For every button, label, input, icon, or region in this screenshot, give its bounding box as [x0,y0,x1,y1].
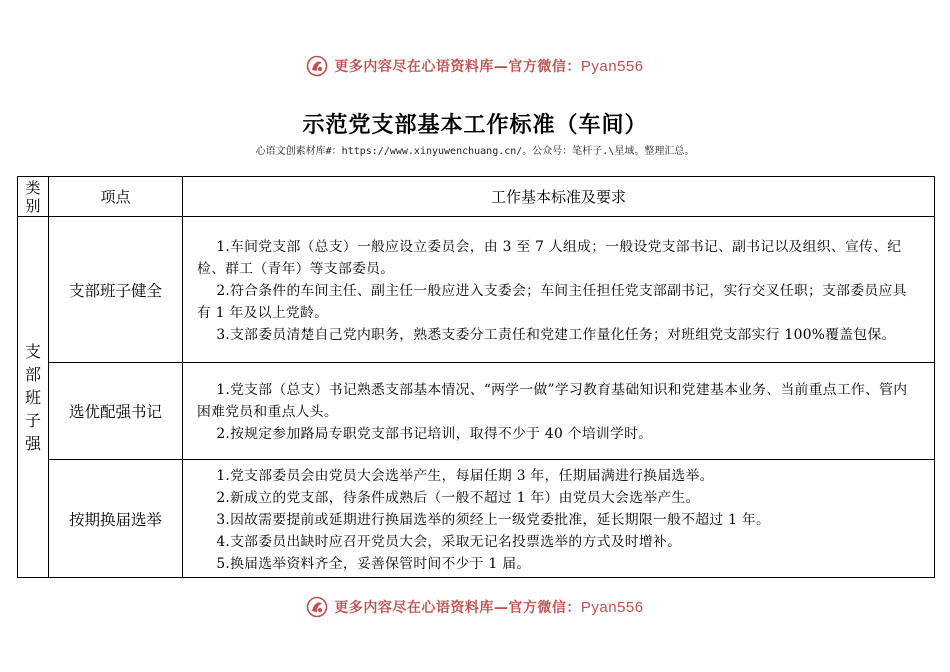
header-category [18,177,49,217]
header-category-label: 类 别 [25,178,41,215]
requirement-line: 5.换届选举资料齐全，妥善保管时间不少于 1 届。 [216,555,531,572]
requirement-line: 3.因故需要提前或延期进行换届选举的须经上一级党委批准，延长期限一般不超过 1 年。 [216,511,771,528]
requirement-line: 2.新成立的党支部，待条件成熟后（一般不超过 1 年）由党员大会选举产生。 [216,489,700,506]
document-title: 示范党支部基本工作标准（车间） [302,112,648,138]
requirement-line: 1.党支部（总支）书记熟悉支部基本情况、“两学一做”学习教育基础知识和党建基本业务、当前重点工作、管内困难党员和重点人头。 [197,382,908,420]
requirement-line: 3.支部委员清楚自己党内职务，熟悉支委分工责任和党建工作量化任务；对班组党支部实行 100%覆盖包保。 [216,326,896,343]
top-banner [0,53,950,79]
requirement-line: 2.按规定参加路局专职党支部书记培训，取得不少于 40 个培训学时。 [216,426,653,442]
brand-logo-icon [306,596,328,618]
item-cell: 支部班子健全 [49,217,183,363]
item-cell: 选优配强书记 [49,363,183,460]
item-cell: 按期换届选举 [49,460,183,578]
requirement-line: 1.党支部委员会由党员大会选举产生，每届任期 3 年，任期届满进行换届选举。 [216,467,714,484]
brand-logo-icon [306,55,328,77]
requirement-line: 1.车间党支部（总支）一般应设立委员会，由 3 至 7 人组成；一般设党支部书记、副书记以及组织、宣传、纪检、群工（青年）等支部委员。 [197,238,902,277]
bottom-banner [0,594,950,620]
table-row [18,217,935,363]
category-label: 支 部 班 子 强 [24,341,41,453]
table-header-row [18,177,935,217]
banner-wechat-id: Pyan556 [580,598,644,616]
requirements-cell [183,217,935,363]
requirements-cell [183,460,935,578]
requirement-line: 4.支部委员出缺时应召开党员大会，采取无记名投票选举的方式及时增补。 [216,533,682,550]
requirements-cell [183,363,935,460]
header-requirements: 工作基本标准及要求 [183,177,935,217]
category-cell [18,217,49,578]
table-row [18,363,935,460]
banner-text: 更多内容尽在心语资料库—官方微信： [334,600,581,616]
standards-table [17,176,935,578]
requirement-line: 2.符合条件的车间主任、副主任一般应进入支委会；车间主任担任党支部副书记，实行交叉任职；支部委员应具有 1 年及以上党龄。 [197,282,907,321]
document-subtitle: 心语文创素材库#：https://www.xinyuwenchuang.cn/。公众号：笔杆子.\星域。整理汇总。 [255,146,695,157]
banner-text: 更多内容尽在心语资料库—官方微信： [334,59,581,75]
banner-wechat-id: Pyan556 [580,57,644,75]
header-item: 项点 [49,177,183,217]
table-row [18,460,935,578]
